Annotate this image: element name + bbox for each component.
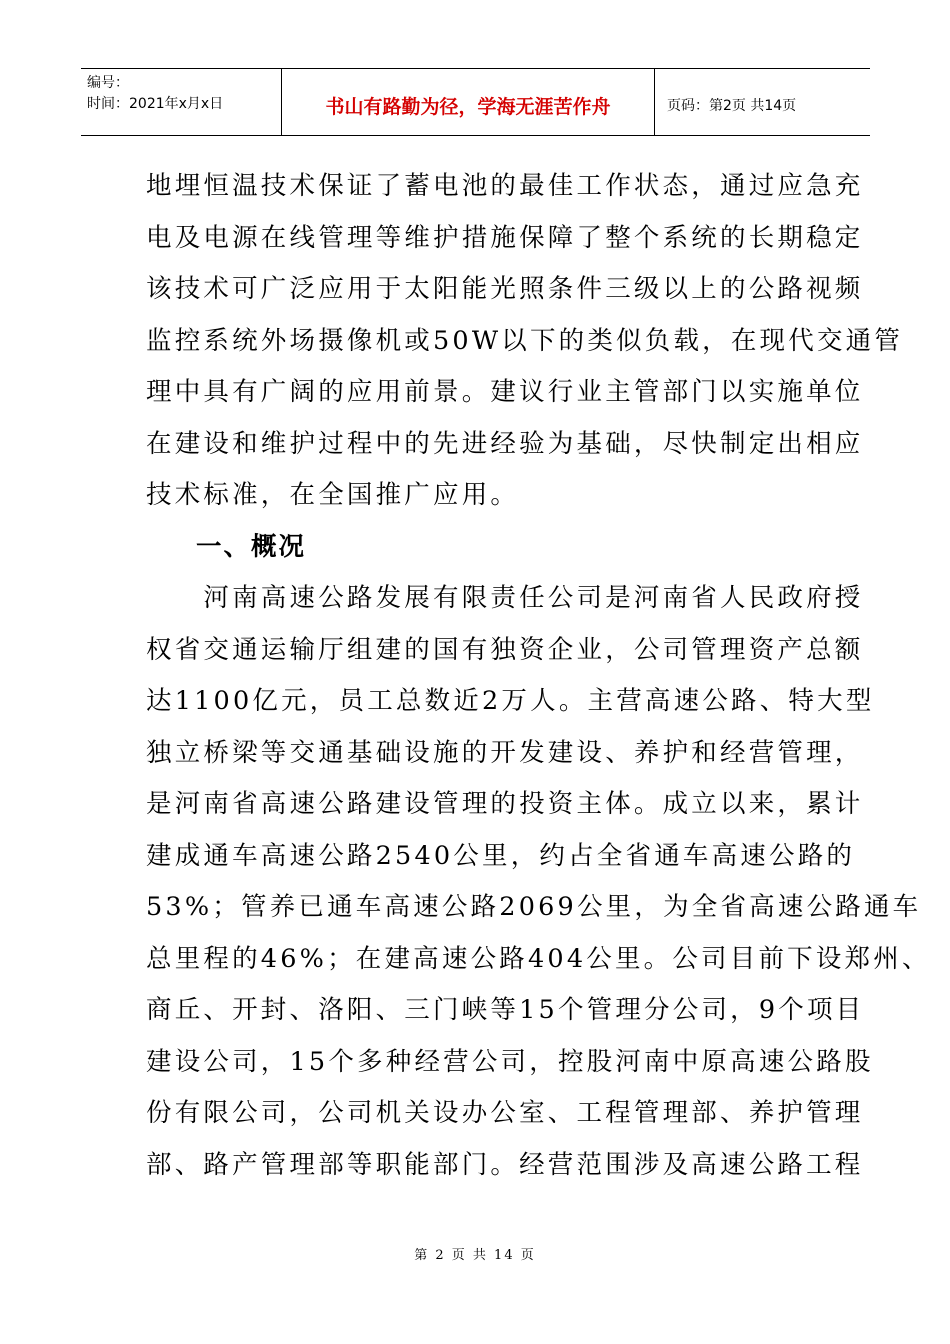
section-line: 商丘、开封、洛阳、三门峡等15个管理分公司，9个项目 (146, 995, 865, 1025)
section-line: 建设公司，15个多种经营公司，控股河南中原高速公路股 (146, 1046, 874, 1077)
body-line: 地埋恒温技术保证了蓄电池的最佳工作状态，通过应急充 (146, 171, 864, 201)
document-body (146, 161, 931, 1191)
section-line: 53%；管养已通车高速公路2069公里，为全省高速公路通车 (146, 892, 922, 922)
section-line: 部、路产管理部等职能部门。经营范围涉及高速公路工程 (146, 1149, 864, 1180)
body-line: 理中具有广阔的应用前景。建议行业主管部门以实施单位 (146, 377, 864, 407)
body-line: 技术标准，在全国推广应用。 (146, 480, 520, 510)
body-line: 该技术可广泛应用于太阳能光照条件三级以上的公路视频 (146, 274, 864, 304)
body-line: 电及电源在线管理等维护措施保障了整个系统的长期稳定 (146, 222, 864, 253)
page-footer: 第 2 页 共 14 页 (414, 1248, 536, 1263)
header-motto: 书山有路勤为径，学海无涯苦作舟 (282, 69, 655, 135)
header-page-info: 页码：第2页 共14页 (667, 98, 797, 114)
section-line: 建成通车高速公路2540公里，约占全省通车高速公路的 (146, 840, 856, 871)
section-line: 独立桥梁等交通基础设施的开发建设、养护和经营管理， (146, 737, 864, 768)
document-header (81, 68, 870, 136)
section-line: 权省交通运输厅组建的国有独资企业，公司管理资产总额 (146, 634, 864, 665)
section-line: 达1100亿元，员工总数近2万人。主营高速公路、特大型 (146, 686, 875, 716)
header-meta (81, 69, 282, 135)
body-line: 监控系统外场摄像机或50W以下的类似负载，在现代交通管 (146, 325, 904, 356)
section-heading: 一、概况 (196, 531, 307, 562)
number-label: 编号： (87, 75, 129, 91)
section-line: 总里程的46%；在建高速公路404公里。公司目前下设郑州、 (146, 943, 931, 974)
section-line: 是河南省高速公路建设管理的投资主体。成立以来，累计 (146, 789, 864, 819)
body-line: 在建设和维护过程中的先进经验为基础，尽快制定出相应 (146, 428, 864, 459)
section-line: 份有限公司，公司机关设办公室、工程管理部、养护管理 (146, 1098, 864, 1128)
section-line: 河南高速公路发展有限责任公司是河南省人民政府授 (146, 583, 864, 613)
time-label: 时间：2021年x月x日 (87, 96, 224, 112)
